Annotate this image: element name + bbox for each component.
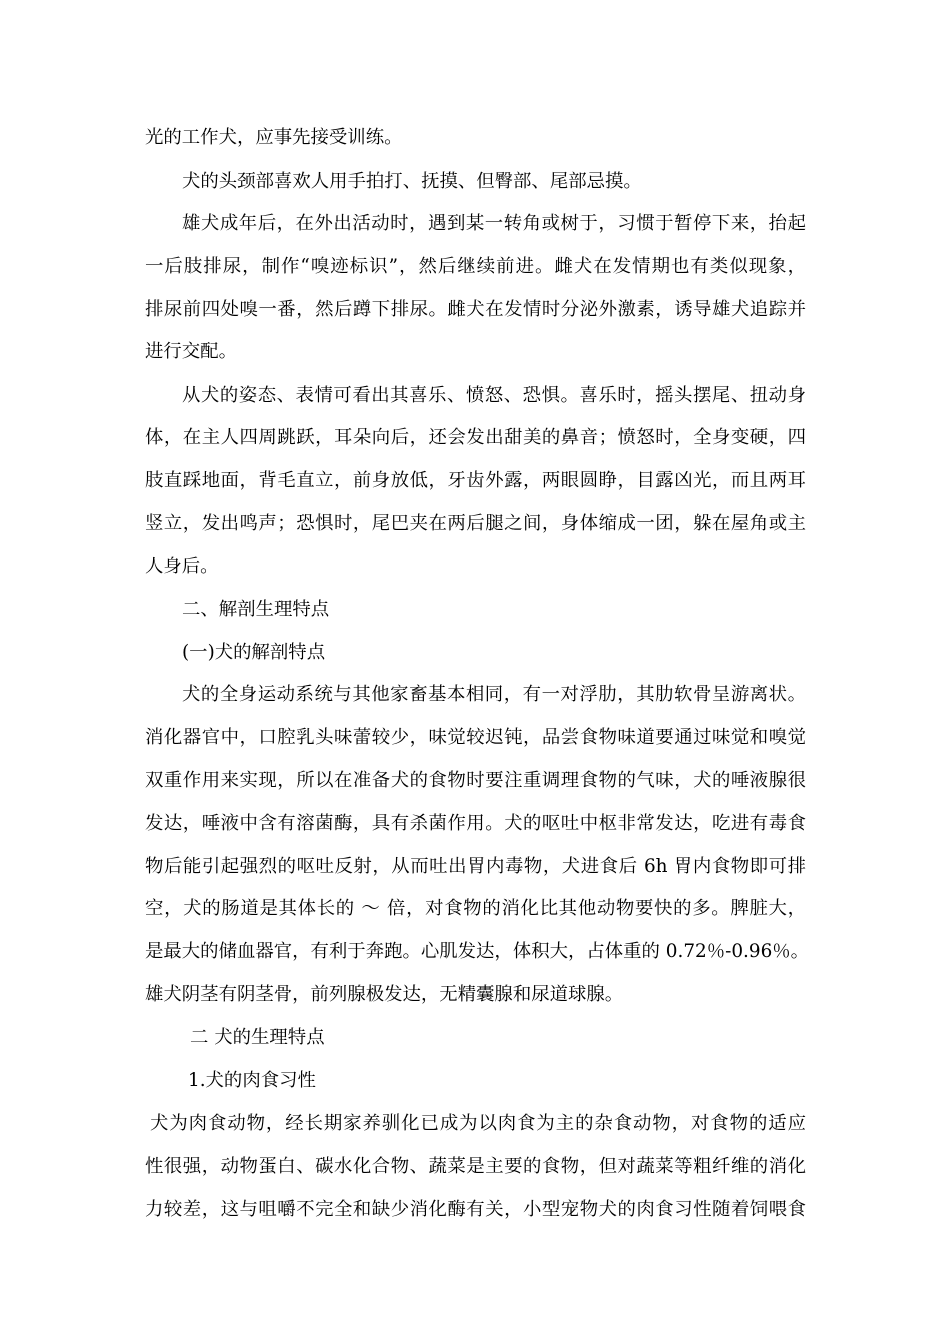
text-line: 肢直踩地面，背毛直立，前身放低，牙齿外露，两眼圆睁，目露凶光，而且两耳 xyxy=(145,470,806,491)
text-line: 发达，唾液中含有溶菌酶，具有杀菌作用。犬的呕吐中枢非常发达，吃进有毒食 xyxy=(145,813,806,834)
text-line: 竖立，发出鸣声；恐惧时，尾巴夹在两后腿之间，身体缩成一团，躲在屋角或主 xyxy=(145,513,806,534)
text-line: 人身后。 xyxy=(145,556,219,577)
section-heading: 二、解剖生理特点 xyxy=(182,599,330,620)
text-line: 犬为肉食动物，经长期家养驯化已成为以肉食为主的杂食动物，对食物的适应 xyxy=(150,1113,806,1134)
text-line: 性很强，动物蛋白、碳水化合物、蔬菜是主要的食物，但对蔬菜等粗纤维的消化 xyxy=(145,1156,806,1177)
text-line: 雄犬成年后，在外出活动时，遇到某一转角或树于，习惯于暂停下来，抬起 xyxy=(182,213,806,234)
text-line: 力较差，这与咀嚼不完全和缺少消化酶有关，小型宠物犬的肉食习性随着饲喂食 xyxy=(145,1199,806,1220)
text-line: 犬的头颈部喜欢人用手拍打、抚摸、但臀部、尾部忌摸。 xyxy=(182,171,642,192)
text-line: 体，在主人四周跳跃，耳朵向后，还会发出甜美的鼻音；愤怒时，全身变硬，四 xyxy=(145,427,806,448)
text-line: 是最大的储血器官，有利于奔跑。心肌发达，体积大，占体重的 0.72％-0.96％。 xyxy=(145,941,810,962)
text-line: 消化器官中，口腔乳头味蕾较少，味觉较迟钝，品尝食物味道要通过味觉和嗅觉 xyxy=(145,727,806,748)
text-line: 排尿前四处嗅一番，然后蹲下排尿。雌犬在发情时分泌外激素，诱导雄犬追踪并 xyxy=(145,299,806,320)
subsection-heading: 1.犬的肉食习性 xyxy=(188,1070,316,1091)
text-line: 双重作用来实现，所以在准备犬的食物时要注重调理食物的气味，犬的唾液腺很 xyxy=(145,770,806,791)
subsection-heading: (一)犬的解剖特点 xyxy=(182,642,326,663)
text-line: 光的工作犬，应事先接受训练。 xyxy=(145,127,403,148)
text-line: 犬的全身运动系统与其他家畜基本相同，有一对浮肋，其肋软骨呈游离状。 xyxy=(182,684,806,705)
text-line: 雄犬阴茎有阴茎骨，前列腺极发达，无精囊腺和尿道球腺。 xyxy=(145,984,624,1005)
text-line: 从犬的姿态、表情可看出其喜乐、愤怒、恐惧。喜乐时，摇头摆尾、扭动身 xyxy=(182,385,806,406)
text-line: 进行交配。 xyxy=(145,341,237,362)
text-line: 一后肢排尿，制作“嗅迹标识”，然后继续前进。雌犬在发情期也有类似现象， xyxy=(145,256,806,277)
text-line: 物后能引起强烈的呕吐反射，从而吐出胃内毒物，犬进食后 6h 胃内食物即可排 xyxy=(145,856,806,877)
text-line: 空，犬的肠道是其体长的 ～ 倍，对食物的消化比其他动物要快的多。脾脏大， xyxy=(145,898,806,919)
section-heading: 二 犬的生理特点 xyxy=(190,1027,325,1048)
